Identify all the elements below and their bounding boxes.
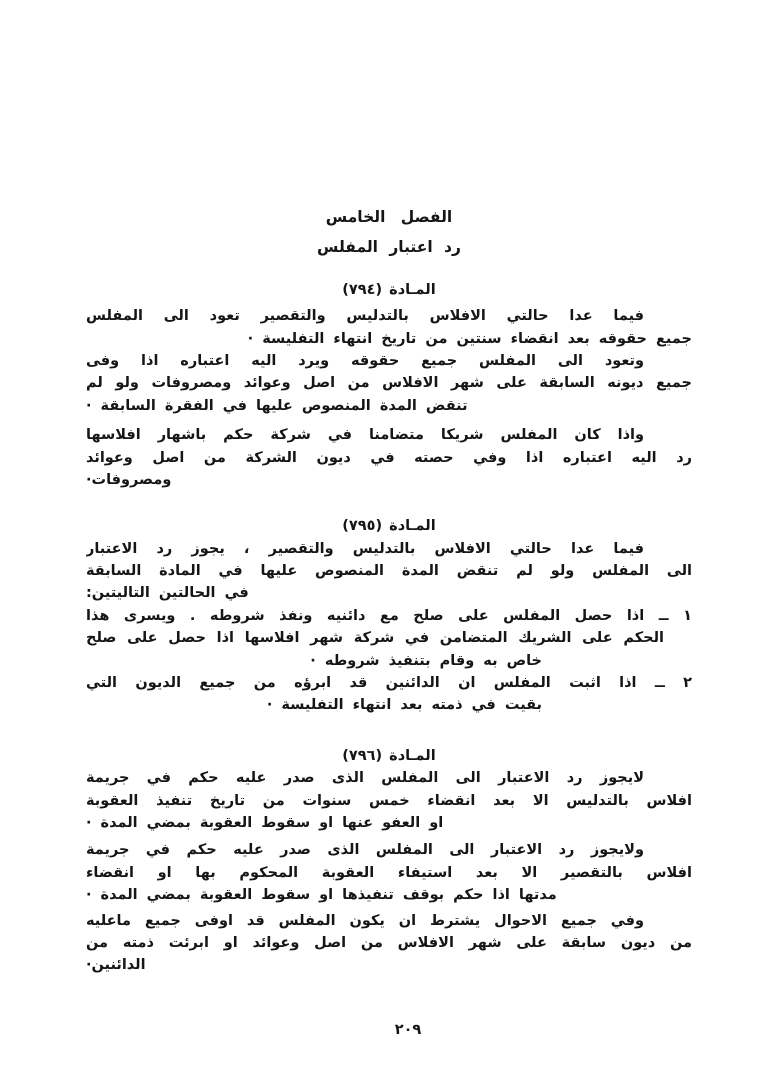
- chapter-subtitle: رد اعتبار المفلس: [317, 238, 461, 257]
- text-line: في الحالتين التاليتين:: [86, 585, 249, 602]
- list-item-line: خاص به وقام بتنفيذ شروطه ·: [310, 652, 542, 669]
- list-item-line: ٢ ــ اذا اثبت المفلس ان الدائنين قد ابرؤه من جميع الديون التي: [86, 675, 692, 692]
- text-line: افلاس بالتقصير الا بعد استيفاء العقوبة المحكوم بها او انقضاء: [86, 864, 692, 881]
- text-line: او العفو عنها او سقوط العقوبة بمضي المدة ·: [86, 814, 444, 831]
- text-block: [86, 0, 692, 977]
- text-line: وفي جميع الاحوال يشترط ان يكون المفلس قد اوفى جميع ماعليه: [86, 912, 644, 929]
- text-line: جميع حقوقه بعد انقضاء سنتين من تاريخ انتهاء التفليسة ·: [247, 330, 692, 347]
- article-796: [86, 745, 692, 977]
- article-heading: المـادة (٧٩٤): [342, 281, 436, 298]
- page-number: ٢٠٩: [394, 1022, 422, 1038]
- list-item-line: ١ ــ اذا حصل المفلس على صلح مع دائنيه ونفذ شروطه . ويسرى هذا: [86, 607, 692, 624]
- article-heading: المـادة (٧٩٦): [342, 747, 436, 764]
- text-line: افلاس بالتدليس الا بعد انقضاء خمس سنوات من تاريخ تنفيذ العقوبة: [86, 792, 692, 809]
- text-line: فيما عدا حالتي الافلاس بالتدليس والتقصير ، يجوز رد الاعتبار: [86, 540, 644, 557]
- text-line: تنقض المدة المنصوص عليها في الفقرة السابقة ·: [86, 397, 468, 414]
- text-line: لايجوز رد الاعتبار الى المفلس الذى صدر عليه حكم في جريمة: [86, 770, 644, 787]
- text-line: ومصروفات·: [86, 471, 172, 488]
- article-794: [86, 279, 692, 492]
- text-line: واذا كان المفلس شريكا متضامنا في شركة حكم باشهار افلاسها: [86, 427, 644, 444]
- text-line: فيما عدا حالتي الافلاس بالتدليس والتقصير تعود الى المفلس: [86, 308, 644, 325]
- text-line: من ديون سابقة على شهر الافلاس من اصل وعوائد او ابرئت ذمته من: [86, 934, 692, 951]
- text-line: الى المفلس ولو لم تنقض المدة المنصوص عليها في المادة السابقة: [86, 563, 692, 580]
- text-line: وتعود الى المفلس جميع حقوقه ويرد اليه اعتباره اذا وفى: [86, 352, 644, 369]
- chapter-title: الفصل الخامس: [325, 208, 453, 226]
- text-line: رد اليه اعتباره اذا وفي حصته في ديون الشركة من اصل وعوائد: [86, 449, 692, 466]
- article-heading: المـادة (٧٩٥): [342, 518, 436, 535]
- list-item-line: بقيت في ذمته بعد انتهاء التفليسة ·: [266, 697, 542, 714]
- article-795: [86, 515, 692, 717]
- text-line: الدائنين·: [86, 957, 146, 974]
- text-line: مدتها اذا حكم بوقف تنفيذها او سقوط العقوبة بمضي المدة ·: [86, 887, 557, 904]
- list-item-line: الحكم على الشريك المتضامن في شركة شهر افلاسها اذا حصل على صلح: [86, 630, 664, 647]
- text-line: ولايجوز رد الاعتبار الى المفلس الذى صدر عليه حكم في جريمة: [86, 842, 644, 859]
- text-line: جميع ديونه السابقة على شهر الافلاس من اصل وعوائد ومصروفات ولو لم: [86, 375, 692, 392]
